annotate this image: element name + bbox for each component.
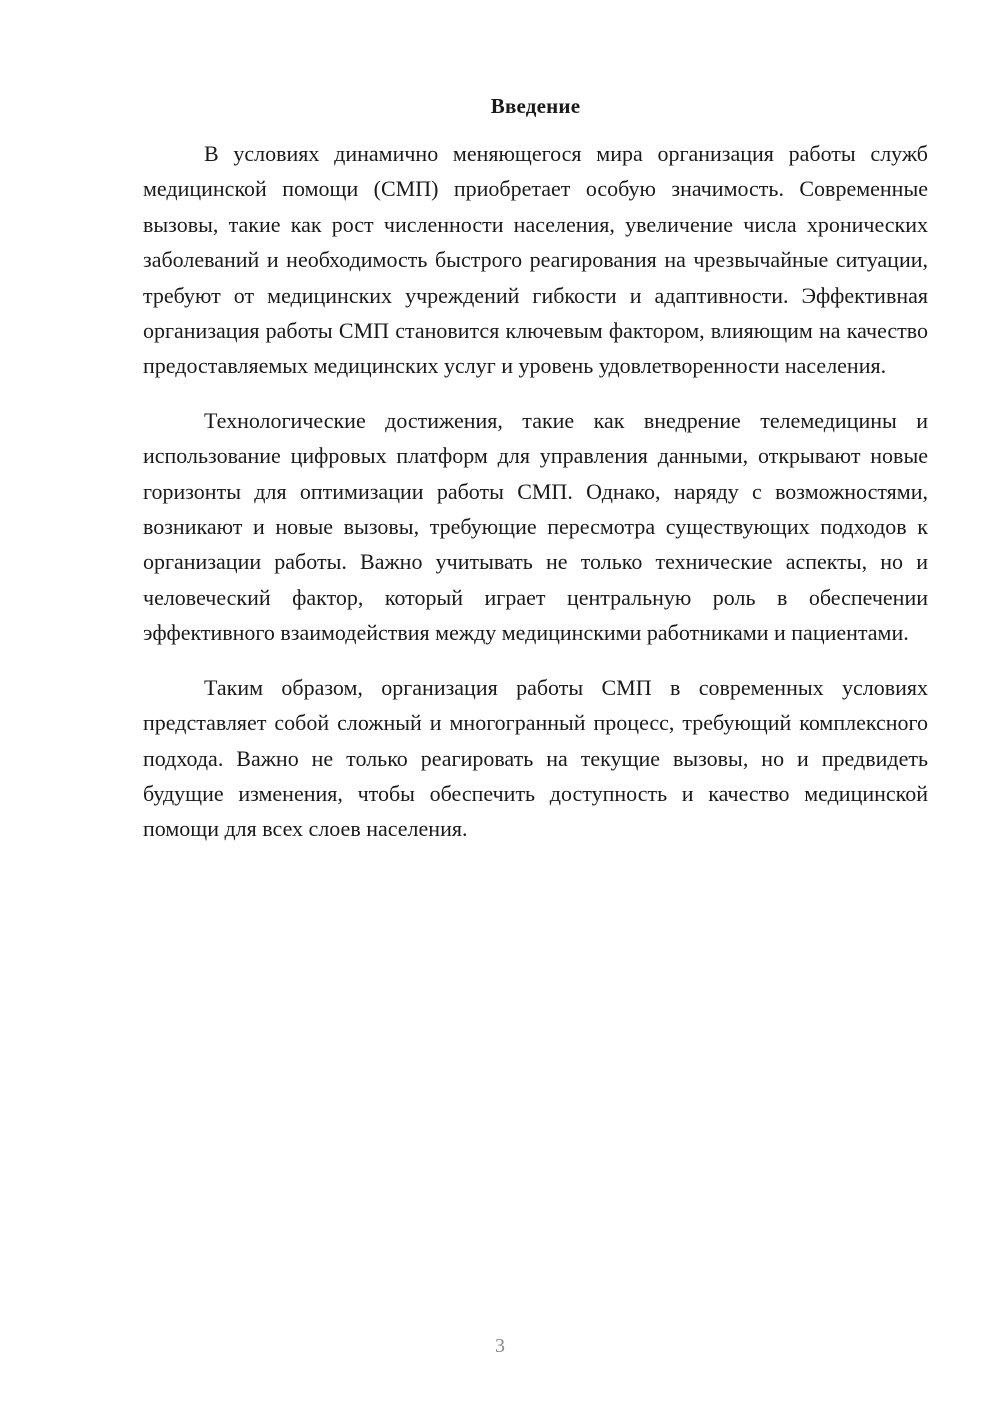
section-title: Введение xyxy=(490,94,581,118)
paragraph-3: Таким образом, организация работы СМП в современных условиях представляет собой сложный и многогранный процесс, требующий комплексного подхода. Важно не только реагировать на текущие вызовы, но и предвидеть будущие изменения, чтобы обеспечить доступность и качество медицинской помощи для всех слоев населения. xyxy=(143,674,928,842)
paragraph-2: Технологические достижения, такие как внедрение телемедицины и использование цифровых платформ для управления данными, открывают новые горизонты для оптимизации работы СМП. Однако, наряду с возможностями, возникают и новые вызовы, требующие пересмотра существующих подходов к организации работы. Важно учитывать не только технические аспекты, но и человеческий фактор, который играет центральную роль в обеспечении эффективного взаимодействия между медицинскими работниками и пациентами. xyxy=(143,407,928,646)
page-number: 3 xyxy=(495,1335,505,1357)
paragraph-1: В условиях динамично меняющегося мира организация работы служб медицинской помощи (СМП) приобретает особую значимость. Современные вызовы, такие как рост численности населения, увеличение числа хронических заболеваний и необходимость быстрого реагирования на чрезвычайные ситуации, требуют от медицинских учреждений гибкости и адаптивности. Эффективная организация работы СМП становится ключевым фактором, влияющим на качество предоставляемых медицинских услуг и уровень удовлетворенности населения. xyxy=(143,141,928,379)
page-content xyxy=(143,88,928,866)
